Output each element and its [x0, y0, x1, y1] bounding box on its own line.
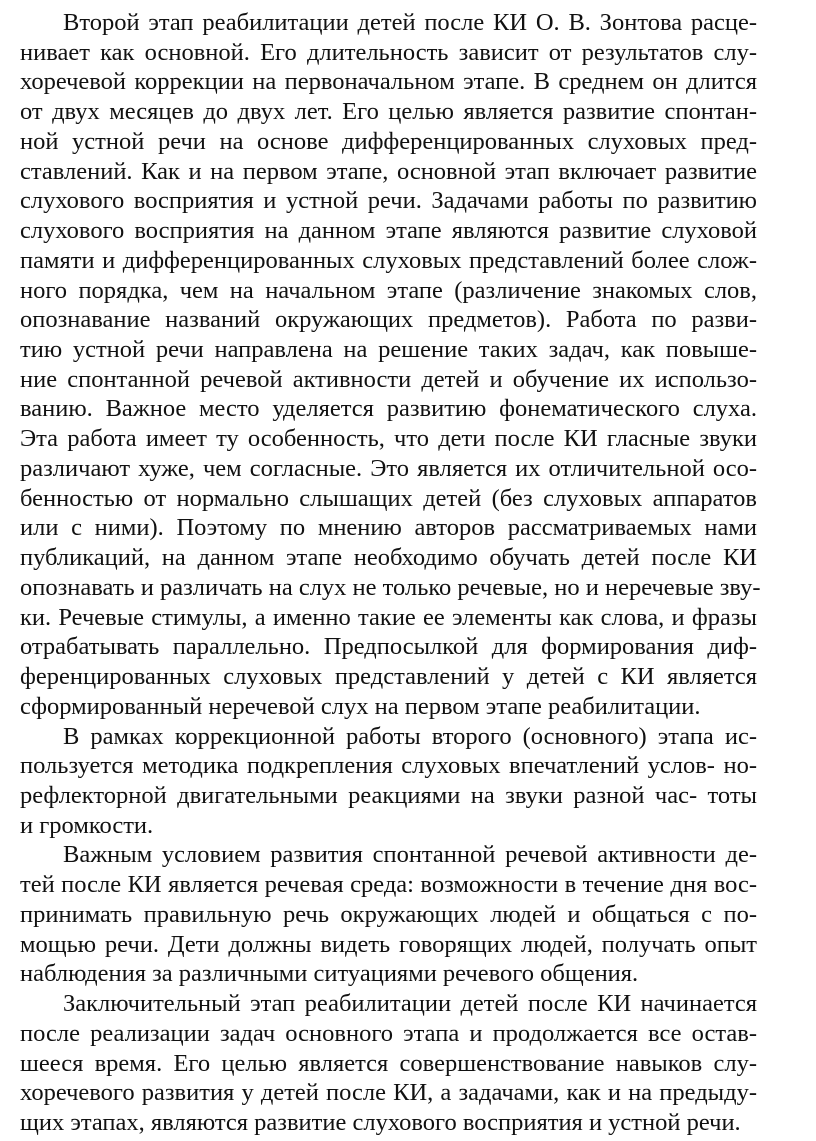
- text-line: или с ними). Поэтому по мнению авторов рассматриваемых нами: [20, 514, 757, 542]
- text-line: ставлений. Как и на первом этапе, основной этап включает развитие: [20, 157, 757, 185]
- text-line: публикаций, на данном этапе необходимо обучать детей после КИ: [20, 544, 757, 572]
- text-line: бенностью от нормально слышащих детей (без слуховых аппаратов: [20, 484, 757, 512]
- text-line: слухового восприятия и устной речи. Задачами работы по развитию: [20, 187, 757, 215]
- text-line: принимать правильную речь окружающих людей и общаться с по-: [20, 900, 757, 928]
- text-line: наблюдения за различными ситуациями речевого общения.: [20, 960, 639, 988]
- text-line: ние спонтанной речевой активности детей и обучение их использо-: [20, 365, 757, 393]
- text-line: шееся время. Его целью является совершенствование навыков слу-: [20, 1049, 757, 1077]
- text-line: хоречевого развития у детей после КИ, а задачами, как и на предыду-: [20, 1079, 757, 1107]
- text-line: ференцированных слуховых представлений у детей с КИ является: [20, 663, 757, 691]
- text-line: мощью речи. Дети должны видеть говорящих людей, получать опыт: [20, 930, 757, 958]
- text-line: нивает как основной. Его длительность зависит от результатов слу-: [20, 38, 757, 66]
- text-line: от двух месяцев до двух лет. Его целью является развитие спонтан-: [20, 98, 757, 126]
- text-line: рефлекторной двигательными реакциями на звуки разной час- тоты: [20, 781, 757, 809]
- text-line: после реализации задач основного этапа и продолжается все остав-: [20, 1019, 757, 1047]
- text-line: опознавание названий окружающих предметов). Работа по разви-: [20, 306, 757, 334]
- text-line: Заключительный этап реабилитации детей после КИ начинается: [63, 990, 757, 1018]
- text-line: хоречевой коррекции на первоначальном этапе. В среднем он длится: [20, 68, 757, 96]
- text-line: тию устной речи направлена на решение таких задач, как повыше-: [20, 336, 757, 364]
- text-line: щих этапах, являются развитие слухового восприятия и устной речи.: [20, 1109, 741, 1136]
- text-line: опознавать и различать на слух не только речевые, но и неречевые зву-: [20, 573, 761, 601]
- text-line: Важным условием развития спонтанной речевой активности де-: [63, 841, 757, 869]
- text-line: памяти и дифференцированных слуховых представлений более слож-: [20, 246, 757, 274]
- text-line: пользуется методика подкрепления слуховых впечатлений услов- но-: [20, 752, 757, 780]
- text-line: ванию. Важное место уделяется развитию фонематического слуха.: [20, 395, 757, 423]
- text-line: и громкости.: [20, 811, 154, 839]
- text-line: Второй этап реабилитации детей после КИ О. В. Зонтова расце-: [63, 9, 757, 36]
- text-line: слухового восприятия на данном этапе являются развитие слуховой: [20, 217, 757, 245]
- text-line: различают хуже, чем согласные. Это является их отличительной осо-: [20, 454, 757, 482]
- text-line: В рамках коррекционной работы второго (основного) этапа ис-: [63, 722, 757, 750]
- text-line: сформированный неречевой слух на первом этапе реабилитации.: [20, 692, 701, 720]
- text-line: ной устной речи на основе дифференцированных слуховых пред-: [20, 127, 757, 155]
- text-line: тей после КИ является речевая среда: возможности в течение дня вос-: [20, 871, 757, 899]
- text-line: ного порядка, чем на начальном этапе (различение знакомых слов,: [20, 276, 757, 304]
- text-line: отрабатывать параллельно. Предпосылкой для формирования диф-: [20, 633, 757, 661]
- text-line: Эта работа имеет ту особенность, что дети после КИ гласные звуки: [20, 425, 757, 453]
- text-line: ки. Речевые стимулы, а именно такие ее элементы как слова, и фразы: [20, 603, 757, 631]
